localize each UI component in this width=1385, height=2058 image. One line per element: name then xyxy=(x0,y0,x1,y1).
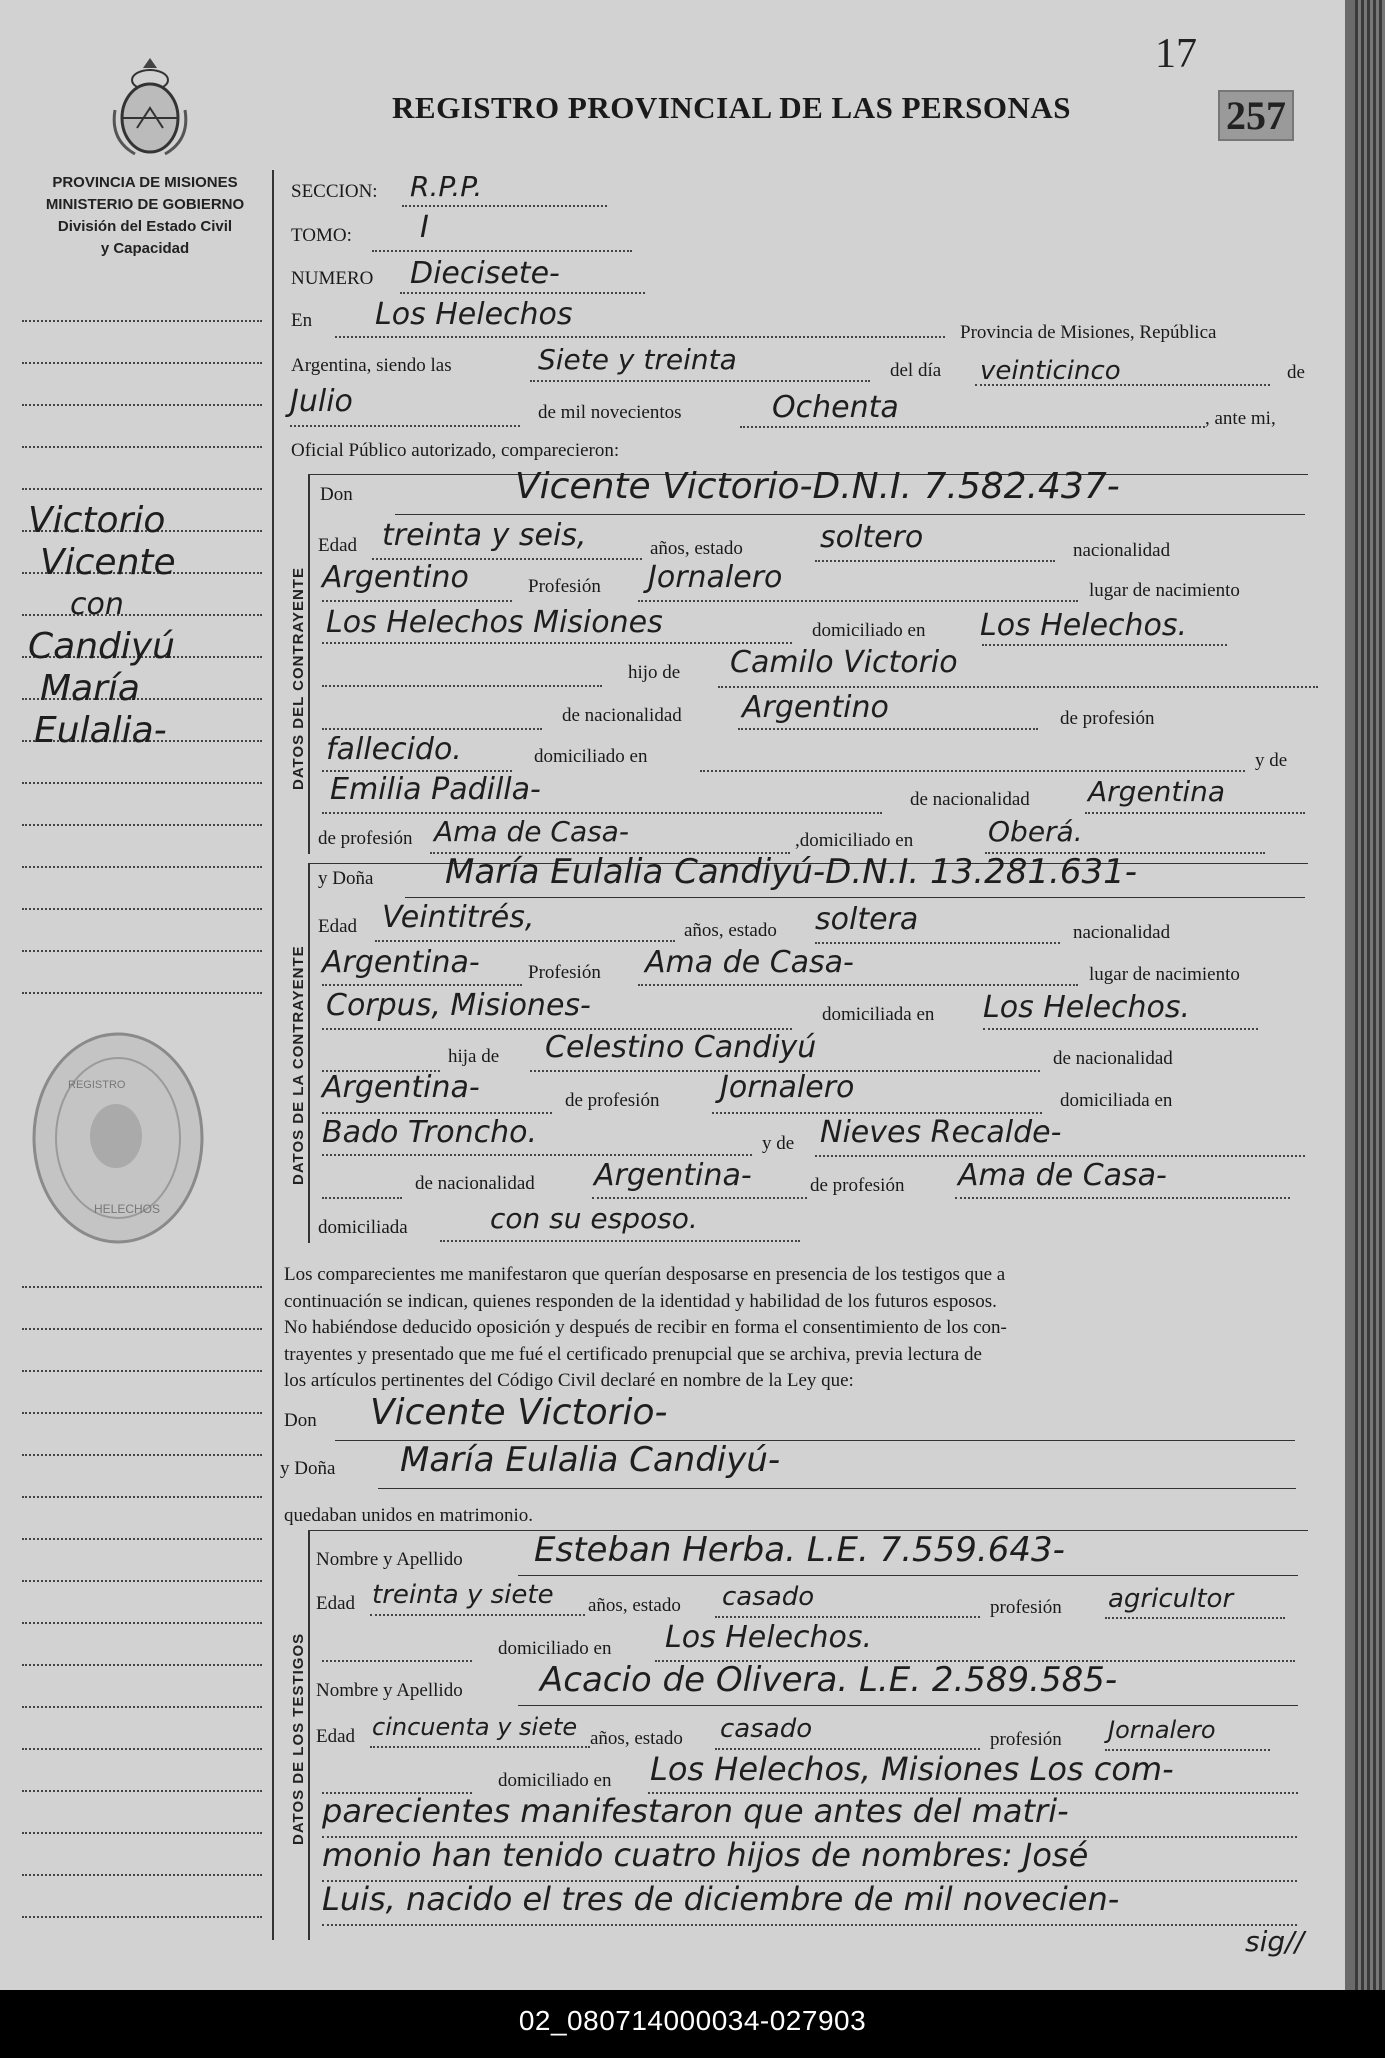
field-anio: Ochenta xyxy=(772,390,899,425)
field-testigo1-edad: treinta y siete xyxy=(372,1580,554,1610)
label-y-de: y de xyxy=(1255,750,1288,771)
field-hora: Siete y treinta xyxy=(538,343,737,376)
field-contrayenta-madre-profesion: Ama de Casa- xyxy=(958,1158,1167,1193)
margin-rule xyxy=(22,446,262,448)
field-contrayente-nombre: Vicente Victorio-D.N.I. 7.582.437- xyxy=(515,466,1120,507)
field-lugar: Los Helechos xyxy=(375,297,573,332)
field-tomo: I xyxy=(420,210,429,245)
field-testigo1-estado: casado xyxy=(722,1582,815,1612)
section-datos-testigos: DATOS DE LOS TESTIGOS xyxy=(290,1632,307,1845)
label-hija-de: hija de xyxy=(448,1046,500,1067)
field-union-don: Vicente Victorio- xyxy=(370,1392,668,1433)
paragraph-line: los artículos pertinentes del Código Civil declaré en nombre de la Ley que: xyxy=(284,1370,854,1391)
field-testigo2-edad: cincuenta y siete xyxy=(372,1713,578,1741)
field-contrayente-estado: soltero xyxy=(820,520,924,555)
field-testigo1-nombre: Esteban Herba. L.E. 7.559.643- xyxy=(534,1530,1065,1570)
frame-left-rule xyxy=(272,170,274,1940)
field-mes: Julio xyxy=(290,384,353,419)
declaration-paragraph xyxy=(284,1262,1007,1395)
label-de-nacionalidad-2: de nacionalidad xyxy=(910,789,1030,810)
field-testigo2-nombre: Acacio de Olivera. L.E. 2.589.585- xyxy=(540,1660,1118,1700)
margin-rule xyxy=(22,782,262,784)
label-de-nacionalidad-4: de nacionalidad xyxy=(415,1173,535,1194)
label-profesion: Profesión xyxy=(528,576,601,597)
label-provincia: Provincia de Misiones, República xyxy=(960,322,1217,343)
label-anos-estado: años, estado xyxy=(650,538,743,559)
book-binding xyxy=(1355,0,1385,1990)
field-contrayenta-madre-domicilio: con su esposo. xyxy=(490,1202,698,1235)
label-anos-estado-4: años, estado xyxy=(590,1728,683,1749)
field-contrayente-domicilio: Los Helechos. xyxy=(980,608,1188,643)
margin-rule xyxy=(22,1370,262,1372)
label-de: de xyxy=(1287,362,1305,383)
label-nacionalidad: nacionalidad xyxy=(1073,540,1171,561)
margin-rule xyxy=(22,908,262,910)
agency-line-4: y Capacidad xyxy=(100,240,190,257)
label-del-dia: del día xyxy=(890,360,942,381)
field-contrayenta-padre: Celestino Candiyú xyxy=(545,1030,817,1065)
margin-note-line: Vicente xyxy=(40,542,176,583)
label-seccion: SECCION: xyxy=(291,181,378,202)
document-title: REGISTRO PROVINCIAL DE LAS PERSONAS xyxy=(392,90,1071,125)
label-edad-2: Edad xyxy=(318,916,358,937)
agency-line-2: MINISTERIO DE GOBIERNO xyxy=(45,196,245,213)
label-numero: NUMERO xyxy=(291,268,374,289)
label-de-mil: de mil novecientos xyxy=(538,402,682,423)
field-contrayente-profesion: Jornalero xyxy=(648,560,783,595)
margin-rule xyxy=(22,992,262,994)
coat-of-arms-icon xyxy=(105,50,195,160)
label-de-profesion-3: de profesión xyxy=(565,1090,660,1111)
label-quedaban: quedaban unidos en matrimonio. xyxy=(284,1505,534,1526)
label-hijo-de: hijo de xyxy=(628,662,681,683)
margin-rule xyxy=(22,362,262,364)
field-contrayente-lugar-nacimiento: Los Helechos Misiones xyxy=(326,605,663,640)
paragraph-line: Los comparecientes me manifestaron que querían desposarse en presencia de los testigos que a xyxy=(284,1264,1006,1285)
margin-note-line: María xyxy=(40,668,140,709)
section-datos-contrayente: DATOS DEL CONTRAYENTE xyxy=(290,567,307,790)
margin-rule xyxy=(22,1790,262,1792)
official-seal-icon xyxy=(28,1028,208,1248)
label-de-profesion: de profesión xyxy=(1060,708,1155,729)
margin-note-line: Eulalia- xyxy=(34,710,167,751)
margin-rule xyxy=(22,404,262,406)
label-lugar-nacimiento: lugar de nacimiento xyxy=(1089,580,1240,601)
label-edad-4: Edad xyxy=(316,1726,356,1747)
label-argentina: Argentina, siendo las xyxy=(291,355,452,376)
margin-rule xyxy=(22,1748,262,1750)
margin-note-line: Candiyú xyxy=(28,626,175,667)
folio-stamp: 257 xyxy=(1218,90,1294,141)
svg-text:HELECHOS: HELECHOS xyxy=(94,1202,161,1216)
margin-note xyxy=(28,500,176,752)
margin-rule xyxy=(22,1874,262,1876)
field-union-dona: María Eulalia Candiyú- xyxy=(400,1440,781,1480)
label-y-de-2: y de xyxy=(762,1133,795,1154)
paragraph-line: No habiéndose deducido oposición y después de recibir en forma el consentimiento de los con- xyxy=(284,1317,1007,1338)
label-de-profesion-2: de profesión xyxy=(318,828,413,849)
margin-rule xyxy=(22,1538,262,1540)
label-y-dona-union: y Doña xyxy=(280,1458,336,1479)
notes-line-2: monio han tenido cuatro hijos de nombres: José xyxy=(322,1836,1089,1874)
margin-rule xyxy=(22,488,262,490)
label-domiciliado-en-t2: domiciliado en xyxy=(498,1770,612,1791)
field-seccion: R.P.P. xyxy=(410,170,483,203)
field-contrayente-padre-nacionalidad: Argentino xyxy=(742,690,889,725)
label-profesion-3: profesión xyxy=(990,1597,1062,1618)
page-number: 17 xyxy=(1155,31,1197,77)
contrayenta-frame xyxy=(308,863,310,1243)
label-de-profesion-4: de profesión xyxy=(810,1175,905,1196)
field-contrayente-madre: Emilia Padilla- xyxy=(330,772,541,807)
label-lugar-nacimiento-2: lugar de nacimiento xyxy=(1089,964,1240,985)
label-domiciliada-en: domiciliada en xyxy=(822,1004,935,1025)
margin-rule xyxy=(22,320,262,322)
field-contrayente-nacionalidad: Argentino xyxy=(322,560,469,595)
paragraph-line: continuación se indican, quienes responden de la identidad y habilidad de los futuros esposos. xyxy=(284,1290,997,1312)
margin-rule xyxy=(22,1580,262,1582)
field-dia: veinticinco xyxy=(980,356,1121,386)
agency-line-1: PROVINCIA DE MISIONES xyxy=(52,174,238,191)
field-contrayente-padre: Camilo Victorio xyxy=(730,645,958,680)
label-don-union: Don xyxy=(284,1410,317,1431)
field-contrayenta-lugar-nacimiento: Corpus, Misiones- xyxy=(326,988,591,1023)
margin-rule xyxy=(22,1622,262,1624)
margin-rule xyxy=(22,1916,262,1918)
label-domiciliado-en-3: ,domiciliado en xyxy=(795,830,914,851)
margin-rule xyxy=(22,950,262,952)
field-contrayente-madre-profesion: Ama de Casa- xyxy=(434,815,629,848)
field-testigo2-estado: casado xyxy=(720,1714,813,1744)
label-anos-estado-2: años, estado xyxy=(684,920,777,941)
field-numero: Diecisete- xyxy=(410,256,560,291)
label-anos-estado-3: años, estado xyxy=(588,1595,681,1616)
margin-rule xyxy=(22,866,262,868)
field-contrayente-madre-nacionalidad: Argentina xyxy=(1088,775,1226,808)
margin-rule xyxy=(22,1706,262,1708)
contrayente-frame xyxy=(308,474,310,854)
margin-rule xyxy=(22,824,262,826)
margin-rule xyxy=(22,1286,262,1288)
field-contrayenta-profesion: Ama de Casa- xyxy=(645,945,854,980)
svg-text:REGISTRO: REGISTRO xyxy=(68,1079,126,1091)
field-testigo2-domicilio: Los Helechos, Misiones Los com- xyxy=(650,1750,1174,1788)
field-testigo1-domicilio: Los Helechos. xyxy=(665,1620,873,1655)
label-profesion-4: profesión xyxy=(990,1729,1062,1750)
margin-rule xyxy=(22,1454,262,1456)
label-edad: Edad xyxy=(318,535,358,556)
field-contrayente-madre-domicilio: Oberá. xyxy=(988,815,1083,848)
field-contrayenta-padre-domicilio: Bado Troncho. xyxy=(322,1115,537,1150)
label-nacionalidad-2: nacionalidad xyxy=(1073,922,1171,943)
field-contrayenta-nombre: María Eulalia Candiyú-D.N.I. 13.281.631- xyxy=(445,852,1137,892)
field-contrayenta-padre-nacionalidad: Argentina- xyxy=(322,1070,480,1105)
margin-rule xyxy=(22,1664,262,1666)
label-tomo: TOMO: xyxy=(291,225,352,246)
continued-mark: sig// xyxy=(1245,1925,1305,1958)
label-domiciliado-en: domiciliado en xyxy=(812,620,926,641)
label-nombre-apellido-2: Nombre y Apellido xyxy=(316,1680,463,1701)
label-oficial: Oficial Público autorizado, comparecieron: xyxy=(291,440,620,461)
margin-note-line: con xyxy=(70,587,124,622)
label-domiciliada: domiciliada xyxy=(318,1217,408,1238)
notes-line-3: Luis, nacido el tres de diciembre de mil novecien- xyxy=(322,1880,1120,1918)
label-edad-3: Edad xyxy=(316,1593,356,1614)
label-domiciliado-en-2: domiciliado en xyxy=(534,746,648,767)
label-nombre-apellido: Nombre y Apellido xyxy=(316,1549,463,1570)
margin-rule xyxy=(22,1328,262,1330)
label-de-nacionalidad-3: de nacionalidad xyxy=(1053,1048,1173,1069)
label-ante-mi: , ante mi, xyxy=(1205,408,1276,429)
notes-line-1: parecientes manifestaron que antes del matri- xyxy=(322,1792,1069,1830)
margin-rule xyxy=(22,1412,262,1414)
field-contrayenta-madre: Nieves Recalde- xyxy=(820,1115,1062,1150)
field-contrayente-edad: treinta y seis, xyxy=(382,518,587,553)
field-contrayenta-nacionalidad: Argentina- xyxy=(322,945,480,980)
label-en: En xyxy=(291,310,313,331)
margin-rule xyxy=(22,1832,262,1834)
label-de-nacionalidad: de nacionalidad xyxy=(562,705,682,726)
label-y-dona: y Doña xyxy=(318,868,374,889)
field-testigo2-profesion: Jornalero xyxy=(1108,1716,1216,1744)
paragraph-line: trayentes y presentado que me fué el certificado prenupcial que se archiva, previa lectura de xyxy=(284,1343,982,1365)
agency-line-3: División del Estado Civil xyxy=(57,218,233,235)
field-contrayenta-padre-profesion: Jornalero xyxy=(720,1070,855,1105)
label-domiciliado-en-t1: domiciliado en xyxy=(498,1638,612,1659)
agency-header xyxy=(20,172,270,260)
field-contrayenta-domicilio: Los Helechos. xyxy=(983,990,1191,1025)
field-contrayente-padre-profesion: fallecido. xyxy=(326,732,462,767)
section-datos-contrayenta: DATOS DE LA CONTRAYENTE xyxy=(290,945,307,1185)
field-contrayenta-estado: soltera xyxy=(815,902,919,937)
scan-id: 02_080714000034-027903 xyxy=(518,2005,867,2036)
margin-rule xyxy=(22,1496,262,1498)
label-profesion-2: Profesión xyxy=(528,962,601,983)
label-domiciliada-en-2: domiciliada en xyxy=(1060,1090,1173,1111)
label-don: Don xyxy=(320,484,353,505)
field-contrayenta-madre-nacionalidad: Argentina- xyxy=(594,1158,752,1193)
field-contrayenta-edad: Veintitrés, xyxy=(382,900,535,935)
field-testigo1-profesion: agricultor xyxy=(1108,1584,1234,1614)
margin-note-line: Victorio xyxy=(28,500,166,541)
testigos-frame xyxy=(308,1530,310,1940)
